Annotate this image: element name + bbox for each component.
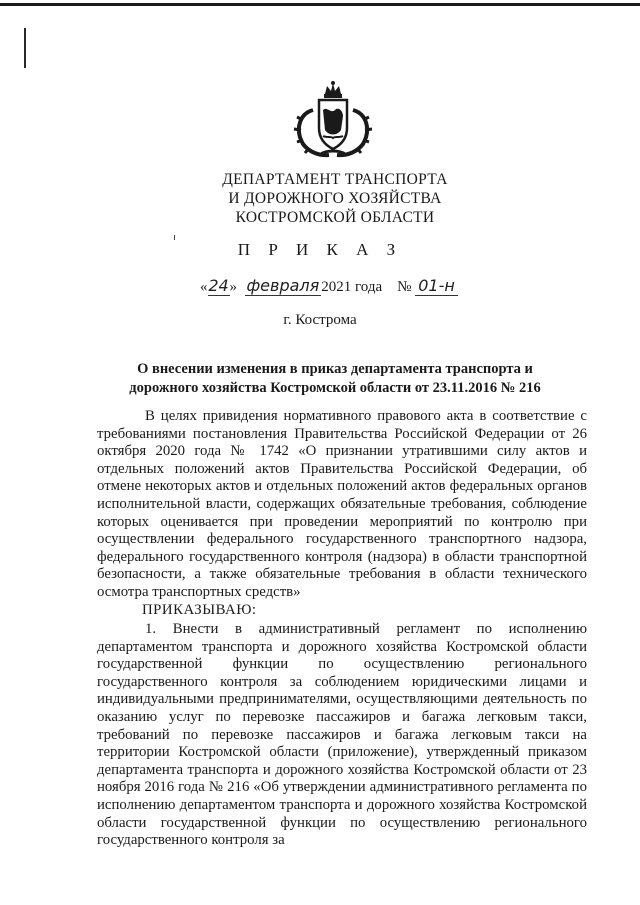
- header-line: КОСТРОМСКОЙ ОБЛАСТИ: [235, 209, 435, 226]
- header-line: И ДОРОЖНОГО ХОЗЯЙСТВА: [228, 190, 442, 207]
- number-label: №: [397, 279, 412, 295]
- handwritten-number: 01-н: [415, 276, 458, 296]
- department-header: [180, 170, 490, 227]
- date-number-line: [200, 276, 458, 296]
- city: г. Кострома: [283, 312, 357, 328]
- preamble: [97, 408, 587, 602]
- handwritten-day: 24: [208, 276, 229, 295]
- coat-of-arms-icon: [291, 80, 375, 158]
- scan-top-border: [0, 3, 640, 6]
- quote-close: »: [229, 279, 237, 295]
- header-line: ДЕПАРТАМЕНТ ТРАНСПОРТА: [222, 171, 448, 188]
- quote-open: «: [200, 279, 208, 295]
- title-line: дорожного хозяйства Костромской области от 23.11.2016 № 216: [129, 380, 541, 396]
- order-item-1-text: 1. Внести в административный регламент по исполнению департаментом транспорта и дорожного хозяйства Костромской области государственной функции по осуществлению регионального государственного контроля за соблюдением юридическими лицами и индивидуальными предпринимателями, осуществляющими деятельность по оказанию услуг по перевозке пассажиров и багажа легковым такси, требований по перевозке пассажиров и багажа легковым такси на территории Костромской области (приложение), утвержденный приказом департамента транспорта и дорожного хозяйства Костромской области от 23 ноября 2016 года № 216 «Об утверждении административного регламента по исполнению департаментом транспорта и дорожного хозяйства Костромской области государственной функции по осуществлению регионального государственного контроля за: [97, 621, 587, 849]
- order-word: ПРИКАЗЫВАЮ:: [142, 602, 257, 618]
- title-line: О внесении изменения в приказ департамента транспорта и: [137, 361, 533, 377]
- document-type: П Р И К А З: [237, 240, 403, 259]
- year-text: 2021 года: [321, 279, 383, 295]
- margin-mark: [24, 28, 26, 68]
- preamble-text: В целях привидения нормативного правового акта в соответствие с требованиями постановления Правительства Российской Федерации от 26 октября 2020 года № 1742 «О признании утратившими силу актов и отдельных положений актов Правительства Российской Федерации, об отмене некоторых актов и отдельных положений актов федеральных органов исполнительной власти, содержащих обязательные требования, соблюдение которых оценивается при проведении мероприятий по контролю при осуществлении федерального государственного транспортного надзора, федерального государственного контроля (надзора) в области транспортной безопасности, а также обязательные требования в области технического осмотра транспортных средств»: [97, 408, 587, 600]
- handwritten-month: февраля: [246, 276, 320, 295]
- order-item-1: [97, 621, 587, 850]
- document-title: [110, 360, 560, 398]
